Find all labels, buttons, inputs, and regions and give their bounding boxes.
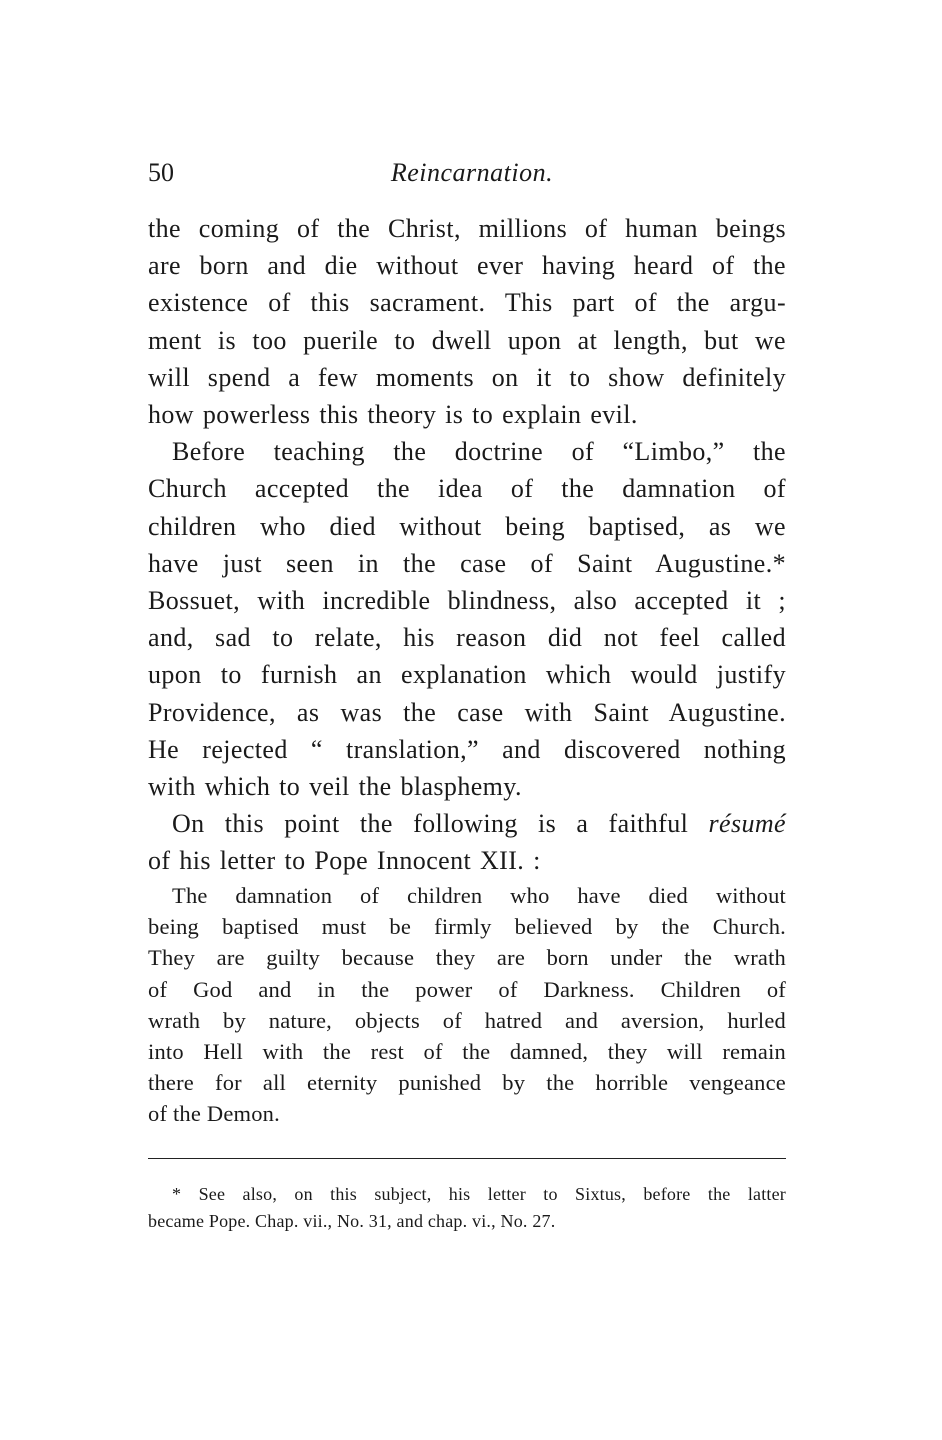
paragraph-2	[148, 433, 786, 805]
footnote	[148, 1181, 786, 1235]
paragraph-3	[148, 805, 786, 879]
text-line: He rejected “ translation,” and discovered nothing	[148, 734, 786, 764]
text-line: Providence, as was the case with Saint Augustine.	[148, 697, 786, 727]
text-run: On this point the following is a faithful	[172, 809, 709, 839]
footnote-line: became Pope. Chap. vii., No. 31, and chap. vi., No. 27.	[148, 1211, 556, 1231]
quote-line: wrath by nature, objects of hatred and aversion, hurled	[148, 1007, 786, 1033]
text-line: ment is too puerile to dwell upon at length, but we	[148, 325, 786, 355]
block-quote	[148, 880, 786, 1130]
quote-line: being baptised must be firmly believed by the Church.	[148, 914, 786, 940]
footnote-divider	[148, 1158, 786, 1159]
text-line: and, sad to relate, his reason did not feel called	[148, 623, 786, 653]
page-number: 50	[148, 158, 174, 187]
text-line: how powerless this theory is to explain evil.	[148, 400, 638, 430]
running-head	[148, 156, 786, 190]
text-line: Bossuet, with incredible blindness, also accepted it ;	[148, 586, 786, 616]
footnote-line: * See also, on this subject, his letter to Sixtus, before the latter	[172, 1184, 786, 1204]
running-title: Reincarnation.	[390, 158, 554, 187]
paragraph-1	[148, 210, 786, 433]
text-line: of his letter to Pope Innocent XII. :	[148, 846, 541, 876]
text-line	[148, 805, 786, 842]
quote-line: of God and in the power of Darkness. Children of	[148, 976, 786, 1002]
text-line: are born and die without ever having heard of the	[148, 251, 786, 281]
text-line: Before teaching the doctrine of “Limbo,” the	[172, 437, 786, 467]
text-line: have just seen in the case of Saint Augustine.*	[148, 548, 786, 578]
text-line: with which to veil the blasphemy.	[148, 772, 522, 802]
text-line: the coming of the Christ, millions of human beings	[148, 214, 786, 243]
quote-line: of the Demon.	[148, 1101, 280, 1127]
body-text	[148, 210, 786, 880]
text-line: existence of this sacrament. This part of the argu-	[148, 288, 786, 318]
text-line: upon to furnish an explanation which would justify	[148, 660, 786, 690]
text-line: children who died without being baptised, as we	[148, 511, 786, 541]
text-line: Church accepted the idea of the damnation of	[148, 474, 786, 504]
quote-line: The damnation of children who have died without	[172, 883, 786, 908]
italic-term: résumé	[708, 809, 786, 839]
quote-line: They are guilty because they are born under the wrath	[148, 945, 786, 971]
text-line: will spend a few moments on it to show definitely	[148, 362, 786, 392]
quote-line: into Hell with the rest of the damned, they will remain	[148, 1039, 786, 1065]
quote-line: there for all eternity punished by the horrible vengeance	[148, 1070, 786, 1096]
